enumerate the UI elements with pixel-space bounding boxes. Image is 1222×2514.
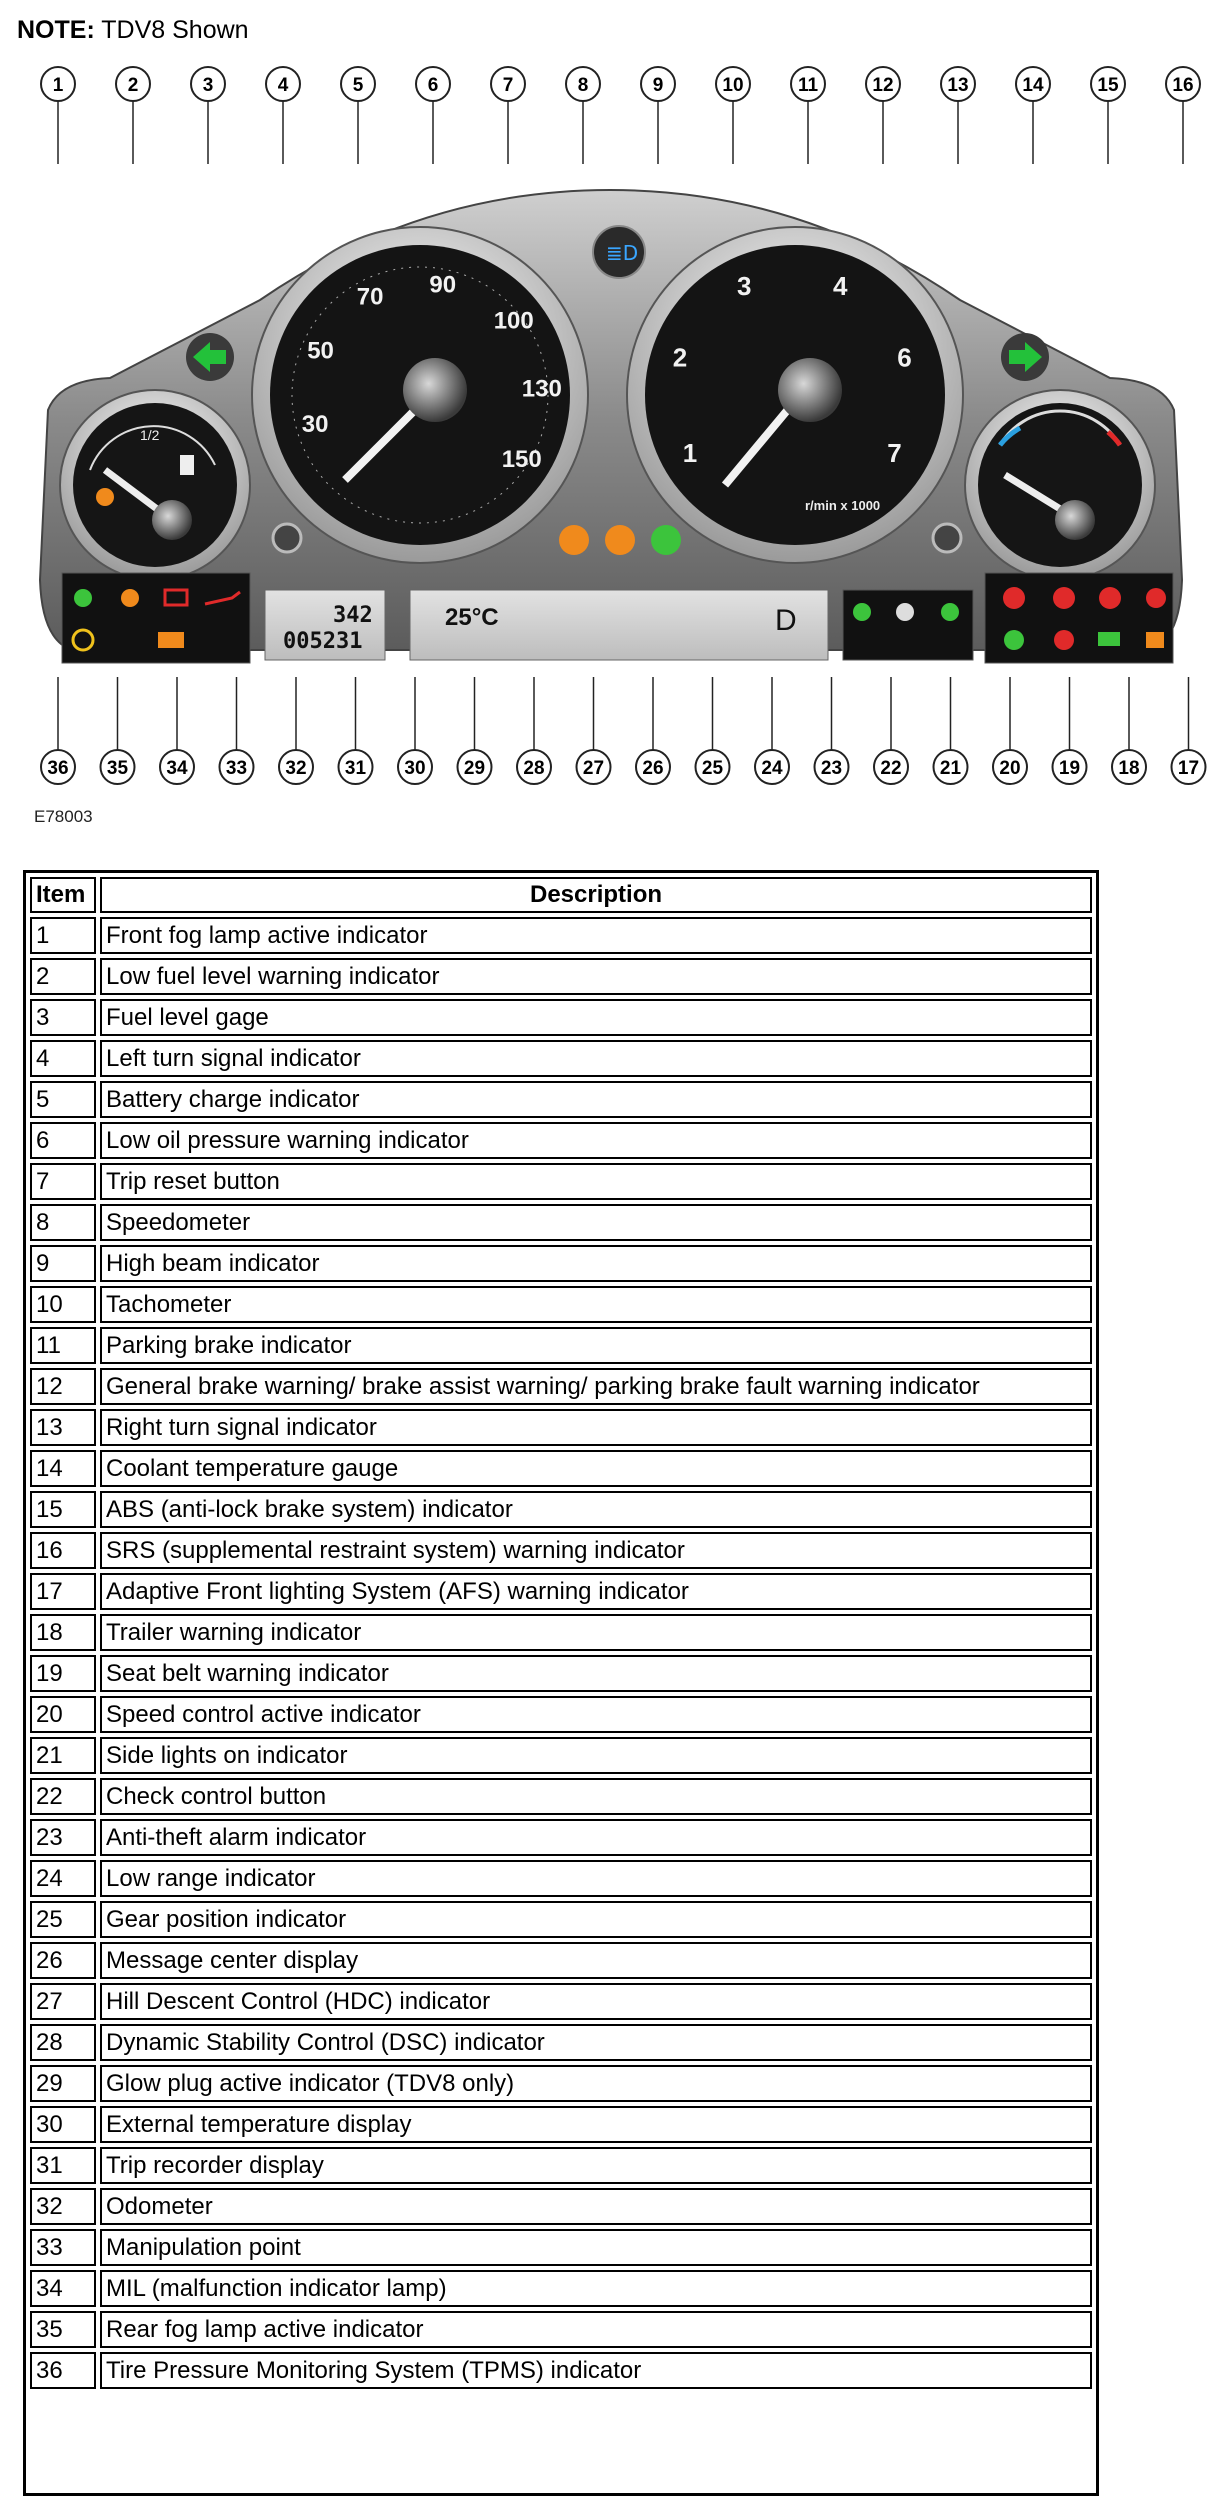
item-number: 17 — [30, 1573, 96, 1610]
speedo-tick-label: 30 — [301, 411, 329, 438]
center-right-panel — [843, 590, 973, 660]
item-description: Left turn signal indicator — [100, 1040, 1092, 1077]
speedo-tick-label: 130 — [521, 375, 562, 403]
callout-bottom-number: 35 — [106, 758, 129, 779]
brake-warning-icon — [1053, 587, 1075, 609]
item-description: Check control button — [100, 1778, 1092, 1815]
speed-control-icon — [1004, 630, 1024, 650]
dsc-icon — [605, 525, 635, 555]
right-turn-arrow-icon — [1001, 333, 1049, 381]
table-row — [30, 1163, 1092, 1200]
table-row — [30, 1327, 1092, 1364]
callout-top-number: 8 — [577, 75, 589, 96]
item-number: 29 — [30, 2065, 96, 2102]
tacho-tick-label: 6 — [897, 342, 912, 373]
item-description: Trailer warning indicator — [100, 1614, 1092, 1651]
speedo-tick-label: 70 — [356, 283, 384, 311]
callout-top-number: 16 — [1172, 75, 1194, 96]
left-warning-panel — [62, 573, 250, 663]
item-description: Low range indicator — [100, 1860, 1092, 1897]
table-row — [30, 1737, 1092, 1774]
callout-bottom-number: 18 — [1118, 758, 1140, 779]
callouts-top — [41, 67, 1200, 101]
item-number: 21 — [30, 1737, 96, 1774]
table-row — [30, 1696, 1092, 1733]
item-description: Side lights on indicator — [100, 1737, 1092, 1774]
callout-top-number: 3 — [202, 75, 214, 96]
item-description: ABS (anti-lock brake system) indicator — [100, 1491, 1092, 1528]
speedo-tick-label: 90 — [429, 271, 457, 299]
item-description: Front fog lamp active indicator — [100, 917, 1092, 954]
item-number: 11 — [30, 1327, 96, 1364]
tacho-tick-label: 3 — [737, 271, 752, 302]
tacho-tick-label: 2 — [672, 342, 688, 373]
left-turn-arrow-icon — [186, 333, 234, 381]
table-row — [30, 2188, 1092, 2225]
table-row — [30, 999, 1092, 1036]
item-number: 3 — [30, 999, 96, 1036]
legend-table-frame — [23, 870, 1099, 2496]
callout-top-number: 14 — [1022, 75, 1044, 96]
afs-icon — [1146, 632, 1164, 648]
callout-top-number: 7 — [502, 75, 514, 96]
table-row — [30, 2024, 1092, 2061]
table-row — [30, 2106, 1092, 2143]
callout-bottom-number: 32 — [285, 758, 307, 779]
tacho-tick-label: 7 — [887, 438, 902, 468]
item-number: 34 — [30, 2270, 96, 2307]
item-number: 31 — [30, 2147, 96, 2184]
item-number: 28 — [30, 2024, 96, 2061]
table-row — [30, 1286, 1092, 1323]
item-number: 32 — [30, 2188, 96, 2225]
legend-table — [26, 873, 1096, 2393]
callout-bottom-number: 17 — [1177, 758, 1200, 779]
table-row — [30, 917, 1092, 954]
figure-id: E78003 — [34, 807, 93, 826]
item-description: Anti-theft alarm indicator — [100, 1819, 1092, 1856]
item-description: Hill Descent Control (HDC) indicator — [100, 1983, 1092, 2020]
table-row — [30, 1040, 1092, 1077]
item-number: 13 — [30, 1409, 96, 1446]
table-row — [30, 1245, 1092, 1282]
item-number: 1 — [30, 917, 96, 954]
item-number: 22 — [30, 1778, 96, 1815]
item-number: 6 — [30, 1122, 96, 1159]
table-row — [30, 2229, 1092, 2266]
table-row — [30, 1122, 1092, 1159]
callout-bottom-number: 19 — [1058, 758, 1081, 779]
low-range-icon — [853, 603, 871, 621]
table-row — [30, 958, 1092, 995]
item-description: Tachometer — [100, 1286, 1092, 1323]
item-number: 8 — [30, 1204, 96, 1241]
callout-bottom-number: 34 — [166, 758, 188, 779]
item-number: 10 — [30, 1286, 96, 1323]
item-description: Manipulation point — [100, 2229, 1092, 2266]
item-description: Dynamic Stability Control (DSC) indicator — [100, 2024, 1092, 2061]
temperature-readout: 25°C — [445, 604, 499, 631]
item-description: Rear fog lamp active indicator — [100, 2311, 1092, 2348]
item-description: External temperature display — [100, 2106, 1092, 2143]
callout-bottom-number: 22 — [880, 758, 902, 779]
coolant-gauge — [965, 390, 1155, 580]
callout-bottom-number: 27 — [582, 758, 605, 779]
tachometer — [627, 227, 963, 563]
tacho-tick-label: 4 — [833, 271, 848, 302]
item-description: General brake warning/ brake assist warning/ parking brake fault warning indicator — [100, 1368, 1092, 1405]
table-row — [30, 2065, 1092, 2102]
item-number: 19 — [30, 1655, 96, 1692]
table-body — [30, 917, 1092, 2389]
item-description: Battery charge indicator — [100, 1081, 1092, 1118]
fuel-pump-icon — [180, 455, 194, 475]
table-row — [30, 1778, 1092, 1815]
callout-top-number: 11 — [797, 75, 819, 96]
item-number: 7 — [30, 1163, 96, 1200]
item-description: MIL (malfunction indicator lamp) — [100, 2270, 1092, 2307]
parking-brake-icon — [1003, 587, 1025, 609]
table-row — [30, 1819, 1092, 1856]
item-number: 12 — [30, 1368, 96, 1405]
front-fog-icon — [74, 589, 92, 607]
description-header: Description — [100, 877, 1092, 913]
callout-top-number: 1 — [52, 75, 64, 96]
item-header: Item — [30, 877, 96, 913]
table-row — [30, 1614, 1092, 1651]
table-row — [30, 1450, 1092, 1487]
callouts-bottom — [41, 750, 1206, 784]
callout-bottom-number: 36 — [47, 758, 69, 779]
table-row — [30, 1204, 1092, 1241]
gear-readout: D — [775, 604, 797, 637]
item-description: Parking brake indicator — [100, 1327, 1092, 1364]
table-row — [30, 1983, 1092, 2020]
table-row — [30, 1081, 1092, 1118]
item-description: Trip recorder display — [100, 2147, 1092, 2184]
table-header-row — [30, 877, 1092, 913]
callout-bottom-number: 24 — [761, 758, 783, 779]
abs-icon — [1099, 587, 1121, 609]
item-description: Odometer — [100, 2188, 1092, 2225]
table-row — [30, 1942, 1092, 1979]
item-description: Coolant temperature gauge — [100, 1450, 1092, 1487]
callout-bottom-number: 31 — [344, 758, 367, 779]
item-description: Adaptive Front lighting System (AFS) warning indicator — [100, 1573, 1092, 1610]
item-description: Trip reset button — [100, 1163, 1092, 1200]
item-description: Speed control active indicator — [100, 1696, 1092, 1733]
callout-top-number: 13 — [947, 75, 969, 96]
item-number: 20 — [30, 1696, 96, 1733]
check-control-button — [933, 524, 961, 552]
table-row — [30, 1573, 1092, 1610]
item-number: 15 — [30, 1491, 96, 1528]
item-number: 36 — [30, 2352, 96, 2389]
table-row — [30, 1532, 1092, 1569]
item-description: Glow plug active indicator (TDV8 only) — [100, 2065, 1092, 2102]
item-description: Fuel level gage — [100, 999, 1092, 1036]
anti-theft-icon — [896, 603, 914, 621]
item-description: Right turn signal indicator — [100, 1409, 1092, 1446]
callout-bottom-number: 33 — [225, 758, 248, 779]
note-label: NOTE: — [17, 16, 95, 44]
item-number: 18 — [30, 1614, 96, 1651]
item-number: 27 — [30, 1983, 96, 2020]
instrument-cluster-figure — [0, 0, 1222, 800]
mil-engine-icon — [158, 632, 184, 648]
callout-bottom-number: 26 — [642, 758, 664, 779]
item-description: Low fuel level warning indicator — [100, 958, 1092, 995]
fuel-half-label: 1/2 — [140, 427, 160, 443]
item-number: 35 — [30, 2311, 96, 2348]
callout-top-number: 4 — [277, 75, 289, 96]
table-row — [30, 1368, 1092, 1405]
item-description: Low oil pressure warning indicator — [100, 1122, 1092, 1159]
table-row — [30, 2352, 1092, 2389]
low-fuel-lamp — [96, 488, 114, 506]
table-row — [30, 1655, 1092, 1692]
callout-bottom-number: 25 — [701, 758, 724, 779]
fuel-gauge — [60, 390, 250, 580]
item-number: 33 — [30, 2229, 96, 2266]
speedometer — [252, 227, 588, 563]
item-description: Gear position indicator — [100, 1901, 1092, 1938]
callout-bottom-number: 21 — [939, 758, 962, 779]
table-row — [30, 1901, 1092, 1938]
callout-bottom-number: 20 — [999, 758, 1021, 779]
item-description: SRS (supplemental restraint system) warning indicator — [100, 1532, 1092, 1569]
table-row — [30, 1491, 1092, 1528]
trip-readout: 342 — [333, 603, 373, 628]
item-description: Message center display — [100, 1942, 1092, 1979]
item-number: 4 — [30, 1040, 96, 1077]
speedo-tick-label: 100 — [493, 307, 534, 335]
trip-reset-button — [273, 524, 301, 552]
callout-bottom-number: 30 — [404, 758, 426, 779]
callout-top-number: 5 — [352, 75, 364, 96]
srs-icon — [1146, 588, 1166, 608]
table-row — [30, 2147, 1092, 2184]
svg-text:≣D: ≣D — [606, 241, 639, 265]
item-description: Tire Pressure Monitoring System (TPMS) indicator — [100, 2352, 1092, 2389]
table-row — [30, 1860, 1092, 1897]
table-row — [30, 1409, 1092, 1446]
glow-plug-icon — [559, 525, 589, 555]
odometer-readout: 005231 — [283, 629, 363, 654]
callout-bottom-number: 28 — [523, 758, 545, 779]
item-number: 23 — [30, 1819, 96, 1856]
item-number: 16 — [30, 1532, 96, 1569]
callout-top-number: 10 — [722, 75, 744, 96]
callout-top-number: 12 — [872, 75, 894, 96]
rear-fog-icon — [121, 589, 139, 607]
tacho-tick-label: 1 — [682, 438, 698, 468]
item-number: 5 — [30, 1081, 96, 1118]
item-number: 9 — [30, 1245, 96, 1282]
tacho-unit: r/min x 1000 — [805, 498, 881, 513]
speedo-tick-label: 150 — [501, 446, 542, 474]
callout-bottom-number: 29 — [463, 758, 486, 779]
side-lights-icon — [941, 603, 959, 621]
callout-bottom-number: 23 — [820, 758, 843, 779]
item-number: 30 — [30, 2106, 96, 2143]
table-row — [30, 2311, 1092, 2348]
item-description: Speedometer — [100, 1204, 1092, 1241]
item-number: 2 — [30, 958, 96, 995]
seat-belt-icon — [1054, 630, 1074, 650]
callout-top-number: 9 — [652, 75, 664, 96]
item-number: 26 — [30, 1942, 96, 1979]
item-number: 24 — [30, 1860, 96, 1897]
callout-top-number: 15 — [1097, 75, 1119, 96]
speedo-tick-label: 50 — [307, 337, 334, 365]
item-description: Seat belt warning indicator — [100, 1655, 1092, 1692]
note-text: TDV8 Shown — [101, 16, 249, 44]
hdc-icon — [651, 525, 681, 555]
table-row — [30, 2270, 1092, 2307]
callout-top-number: 6 — [427, 75, 439, 96]
callout-top-number: 2 — [127, 75, 139, 96]
item-description: High beam indicator — [100, 1245, 1092, 1282]
item-number: 25 — [30, 1901, 96, 1938]
trailer-icon — [1098, 632, 1120, 646]
item-number: 14 — [30, 1450, 96, 1487]
